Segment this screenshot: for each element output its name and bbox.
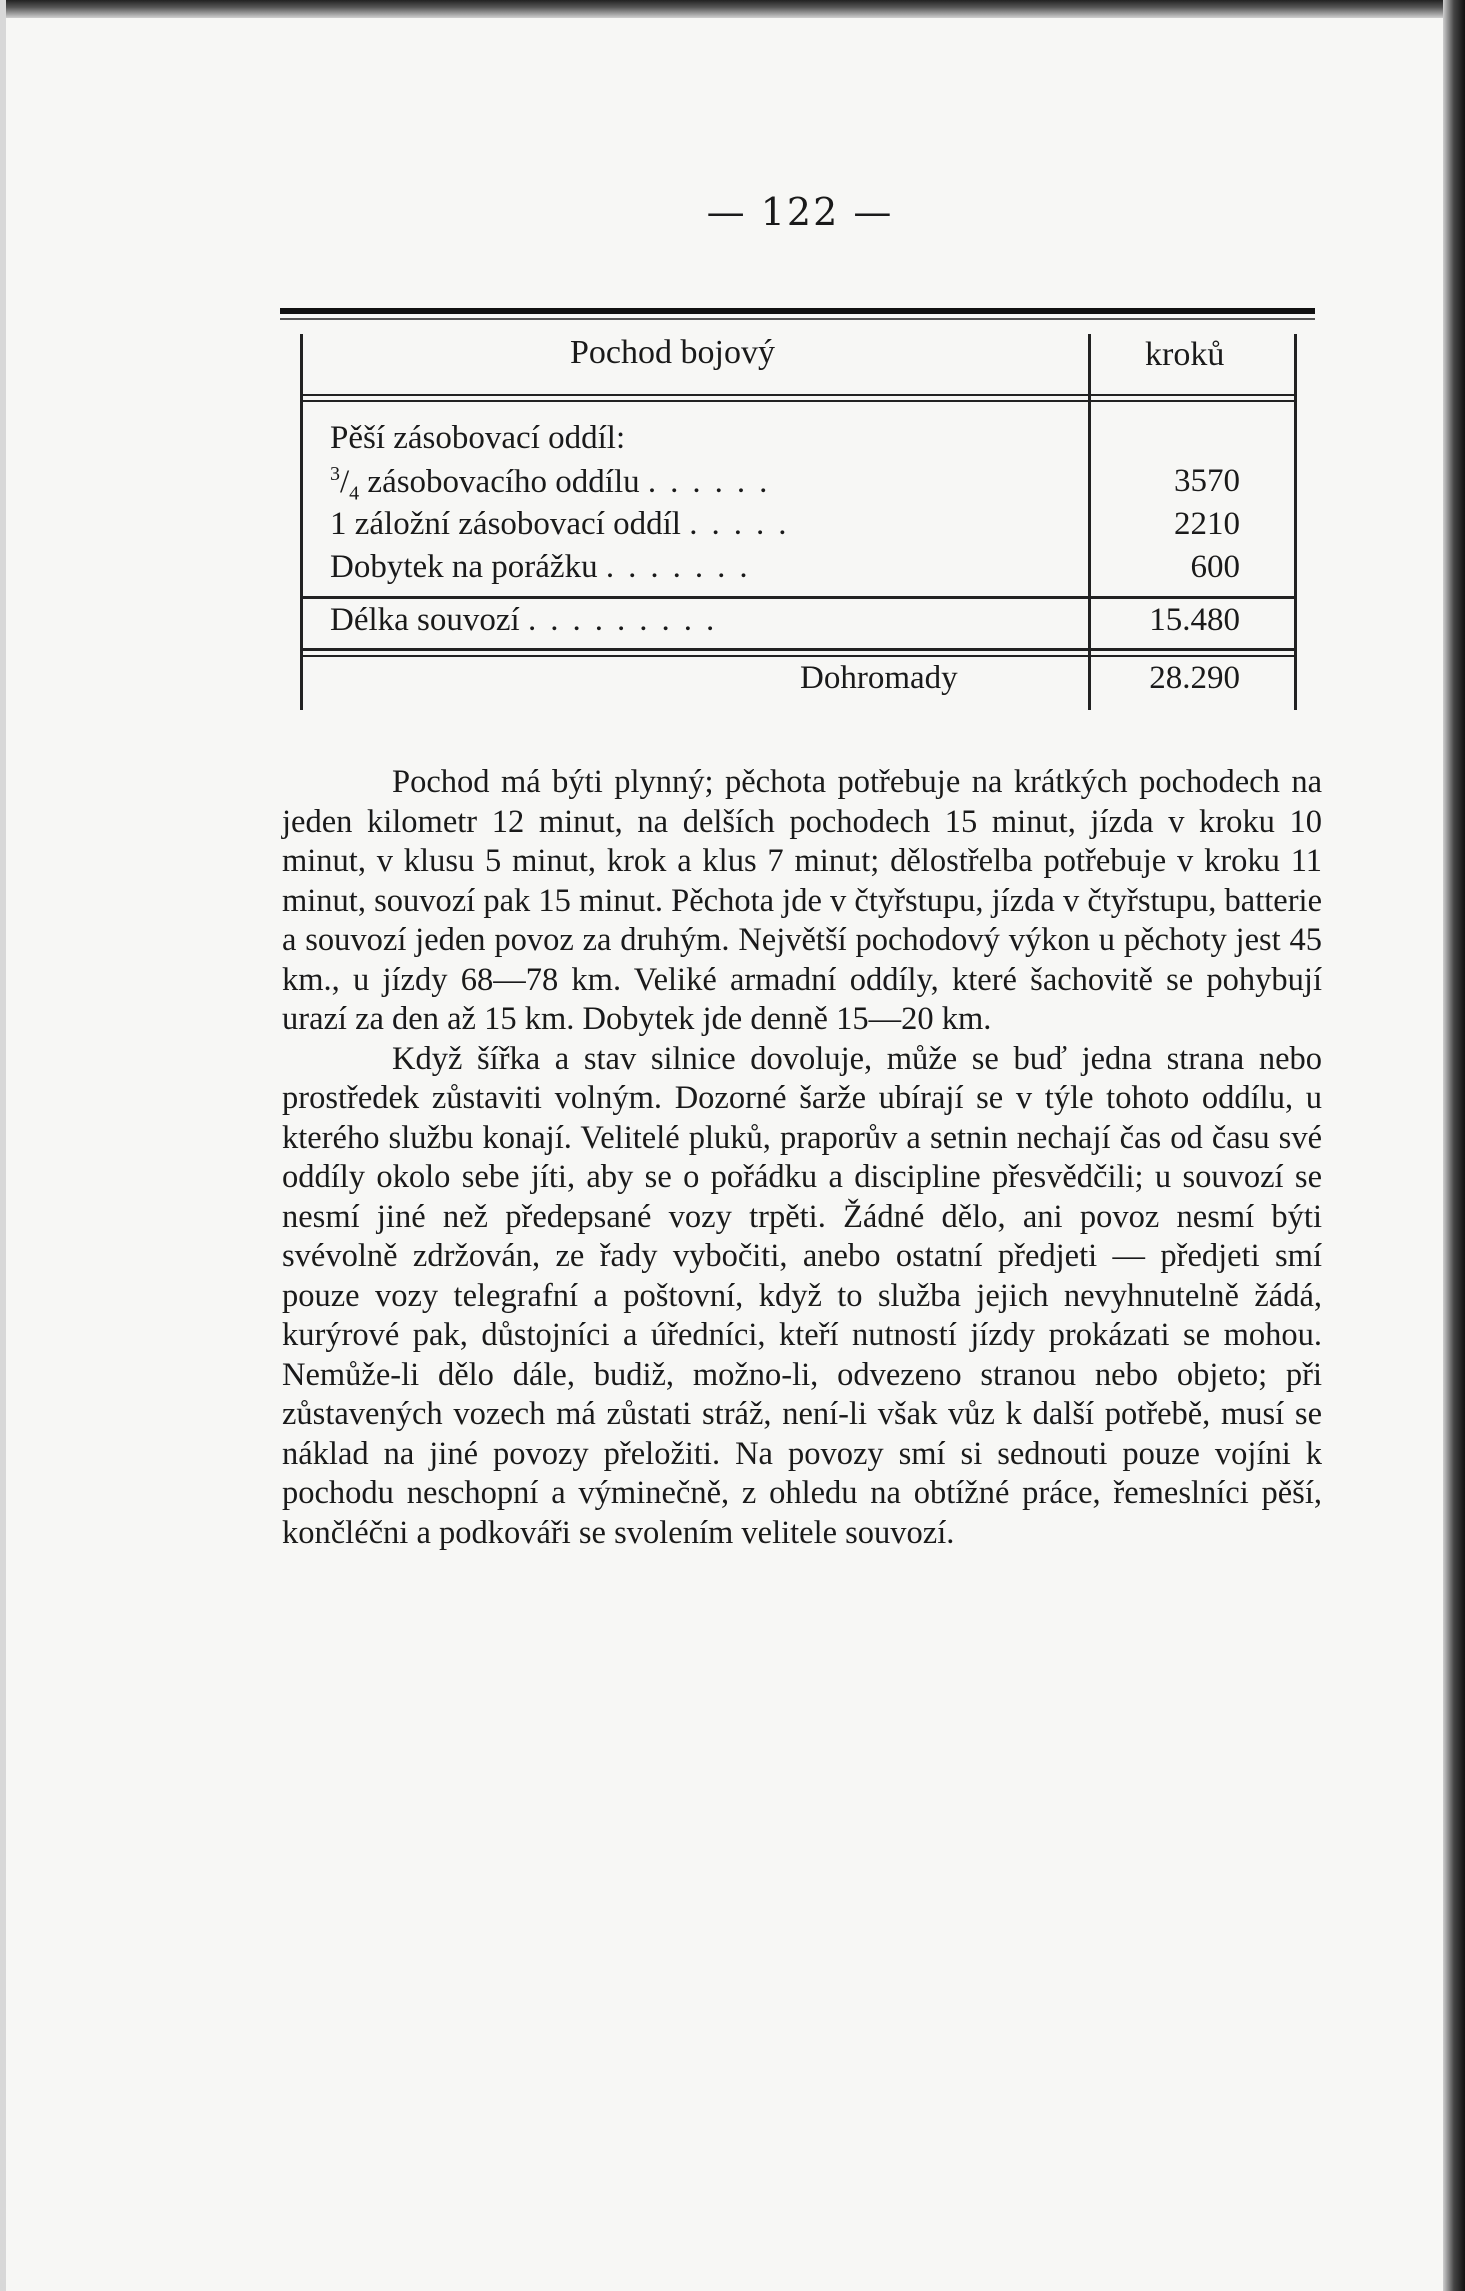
table-header-left: Pochod bojový (570, 334, 775, 371)
table-length-row: Délka souvozí ......... (330, 602, 729, 638)
subtotal-rule (300, 596, 1297, 599)
table-length-value: 15.480 (1149, 602, 1240, 638)
table-total-value: 28.290 (1149, 660, 1240, 696)
paragraph: Když šířka a stav silnice dovoluje, může se buď jedna strana nebo prostředek zůstaviti volným. Dozorné šarže ubírají se v týle tohoto oddílu, u kterého službu konají. Velitelé pluků, praporův a setnin nechají čas od času své oddíly okolo sebe jíti, aby se o pořádku a discipline přesvědčili; u souvozí se nesmí jiné než předepsané vozy trpěti. Žádné dělo, ani povoz nesmí býti svévolně zdržován, ze řady vybočiti, anebo ostatní předjeti — předjeti smí pouze vozy telegrafní a poštovní, když to služba jejich nevyhnutelně žádá, kurýrové pak, důstojníci a úředníci, kteří nutností jízdy prokázati se mohou. Nemůže-li dělo dále, budiž, možno-li, odvezeno stranou nebo objeto; při zůstavených vozech má zůstati stráž, není-li však vůz k další potřebě, musí se náklad na jiné povozy přeložiti. Na povozy smí si sednouti pouze vojíni k pochodu neschopní a výminečně, z ohledu na obtížné práce, řemeslníci pěší, končléčni a podkováři se svolením velitele souvozí. (282, 1040, 1322, 1551)
table-value: 3570 (1174, 463, 1240, 499)
table-row: 1 záložní zásobovací oddíl ..... (330, 506, 801, 542)
table-value: 600 (1190, 549, 1240, 585)
table-total-label: Dohromady (800, 660, 958, 696)
table-top-rule (280, 308, 1315, 314)
scan-edge-top (0, 0, 1465, 18)
table-row: $^3/_4$ zásobovacího oddílu ...... (330, 463, 782, 505)
table-right-border (1294, 334, 1297, 710)
table-left-border (300, 334, 303, 710)
header-rule (300, 394, 1297, 396)
page-number: — 122 — (706, 190, 894, 234)
total-rule (300, 648, 1297, 651)
scan-edge-right (1443, 0, 1465, 2291)
body-text (282, 763, 1322, 1553)
table-top-rule-thin (280, 318, 1315, 320)
table-header-right: kroků (1145, 336, 1225, 373)
table-group-title: Pěší zásobovací oddíl: (330, 420, 626, 456)
table-value: 2210 (1174, 506, 1240, 542)
table-row: Dobytek na porážku ....... (330, 549, 762, 585)
paragraph: Pochod má býti plynný; pěchota potřebuje na krátkých pochodech na jeden kilometr 12 minut, na delších pochodech 15 minut, jízda v kroku 10 minut, v klusu 5 minut, krok a klus 7 minut; dělostřelba potřebuje v kroku 11 minut, souvozí pak 15 minut. Pěchota jde v čtyřstupu, jízda v čtyřstupu, batterie a souvozí jeden povoz za druhým. Největší pochodový výkon u pěchoty jest 45 km., u jízdy 68—78 km. Veliké armadní oddíly, které šachovitě se pohybují urazí za den až 15 km. Dobytek jde denně 15—20 km. (282, 764, 1322, 1037)
march-table (300, 308, 1315, 710)
header-rule-2 (300, 400, 1297, 402)
total-rule-2 (300, 655, 1297, 657)
scan-edge-left (0, 0, 6, 2291)
